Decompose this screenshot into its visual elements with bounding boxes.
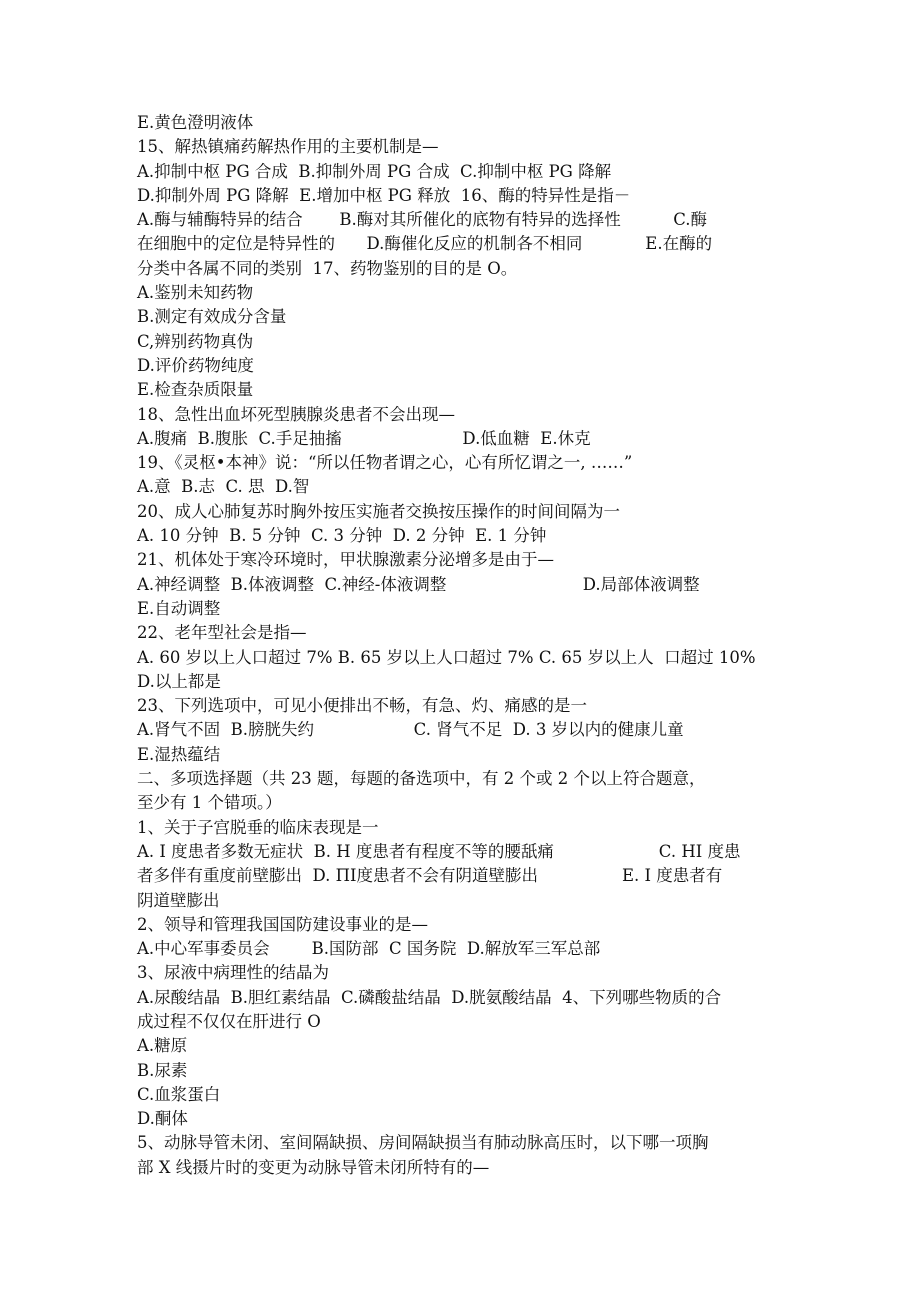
- text-line: 成过程不仅仅在肝进行 O: [137, 1011, 321, 1031]
- text-line: 至少有 1 个错项。）: [137, 793, 282, 813]
- text-line: B.尿素: [137, 1060, 188, 1080]
- text-line: A. 60 岁以上人口超过 7% B. 65 岁以上人口超过 7% C. 65 岁以上人 口超过 10%: [137, 647, 756, 667]
- text-line: A.抑制中枢 PG 合成 B.抑制外周 PG 合成 C.抑制中枢 PG 降解: [137, 161, 612, 181]
- text-line: 阴道壁膨出: [137, 890, 220, 910]
- text-line: 19、《灵枢•本神》说：“所以任物者谓之心，心有所忆谓之一, ……”: [137, 453, 633, 473]
- text-line: 23、下列选项中，可见小便排出不畅，有急、灼、痛感的是一: [137, 696, 587, 716]
- text-line: 5、动脉导管未闭、室间隔缺损、房间隔缺损当有肺动脉高压时，以下哪一项胸: [137, 1133, 709, 1153]
- text-line: A. 10 分钟 B. 5 分钟 C. 3 分钟 D. 2 分钟 E. 1 分钟: [137, 526, 547, 546]
- text-line: 20、成人心肺复苏时胸外按压实施者交换按压操作的时间间隔为一: [137, 501, 620, 521]
- text-line: 部 X 线摄片时的变更为动脉导管未闭所特有的—: [137, 1157, 490, 1177]
- text-line: A.腹痛 B.腹胀 C.手足抽搐 D.低血糖 E.休克: [137, 428, 591, 448]
- text-line: 二、多项选择题（共 23 题，每题的备选项中，有 2 个或 2 个以上符合题意，: [137, 769, 706, 789]
- text-line: 在细胞中的定位是特异性的 D.酶催化反应的机制各不相同 E.在酶的: [137, 234, 713, 254]
- document-page: [137, 111, 797, 1180]
- text-line: E.湿热蕴结: [137, 744, 221, 764]
- text-line: A. I 度患者多数无症状 B. H 度患者有程度不等的腰舐痛 C. HI 度患: [137, 841, 741, 861]
- text-line: 22、老年型社会是指—: [137, 623, 307, 643]
- text-line: 分类中各属不同的类别 17、药物鉴别的目的是 O。: [137, 258, 518, 278]
- text-line: D.酮体: [137, 1109, 188, 1129]
- text-line: E.黄色澄明液体: [137, 113, 254, 132]
- text-line: 15、解热镇痛药解热作用的主要机制是—: [137, 137, 439, 157]
- text-line: C,辨别药物真伪: [137, 331, 254, 351]
- text-line: D.抑制外周 PG 降解 E.增加中枢 PG 释放 16、酶的特异性是指－: [137, 185, 631, 205]
- text-line: A.意 B.志 C. 思 D.智: [137, 477, 310, 497]
- text-line: D.评价药物纯度: [137, 355, 254, 375]
- text-line: C.血浆蛋白: [137, 1084, 221, 1104]
- text-line: A.鉴别未知药物: [137, 283, 254, 303]
- text-line: 3、尿液中病理性的结晶为: [137, 963, 329, 983]
- text-line: A.尿酸结晶 B.胆红素结晶 C.磷酸盐结晶 D.胱氨酸结晶 4、下列哪些物质的合: [137, 987, 722, 1007]
- text-line: 18、急性出血坏死型胰腺炎患者不会出现—: [137, 404, 455, 424]
- text-line: 1、关于子宫脱垂的临床表现是一: [137, 817, 379, 837]
- text-line: A.中心军事委员会 B.国防部 C 国务院 D.解放军三军总部: [137, 939, 601, 959]
- text-line: E.自动调整: [137, 598, 221, 618]
- text-line: B.测定有效成分含量: [137, 307, 287, 327]
- text-line: D.以上都是: [137, 671, 221, 691]
- text-line: 2、领导和管理我国国防建设事业的是—: [137, 914, 428, 934]
- text-line: 21、机体处于寒冷环境时，甲状腺激素分泌增多是由于—: [137, 550, 554, 570]
- text-line: A.神经调整 B.体液调整 C.神经-体液调整 D.局部体液调整: [137, 574, 700, 594]
- text-line: A.酶与辅酶特异的结合 B.酶对其所催化的底物有特异的选择性 C.酶: [137, 210, 707, 230]
- text-line: E.检查杂质限量: [137, 380, 254, 400]
- text-line: A.肾气不固 B.膀胱失约 C. 肾气不足 D. 3 岁以内的健康儿童: [137, 720, 684, 740]
- text-line: A.糖原: [137, 1036, 188, 1056]
- text-line: 者多伴有重度前壁膨出 D. ΠI度患者不会有阴道壁膨出 E. I 度患者有: [137, 866, 723, 886]
